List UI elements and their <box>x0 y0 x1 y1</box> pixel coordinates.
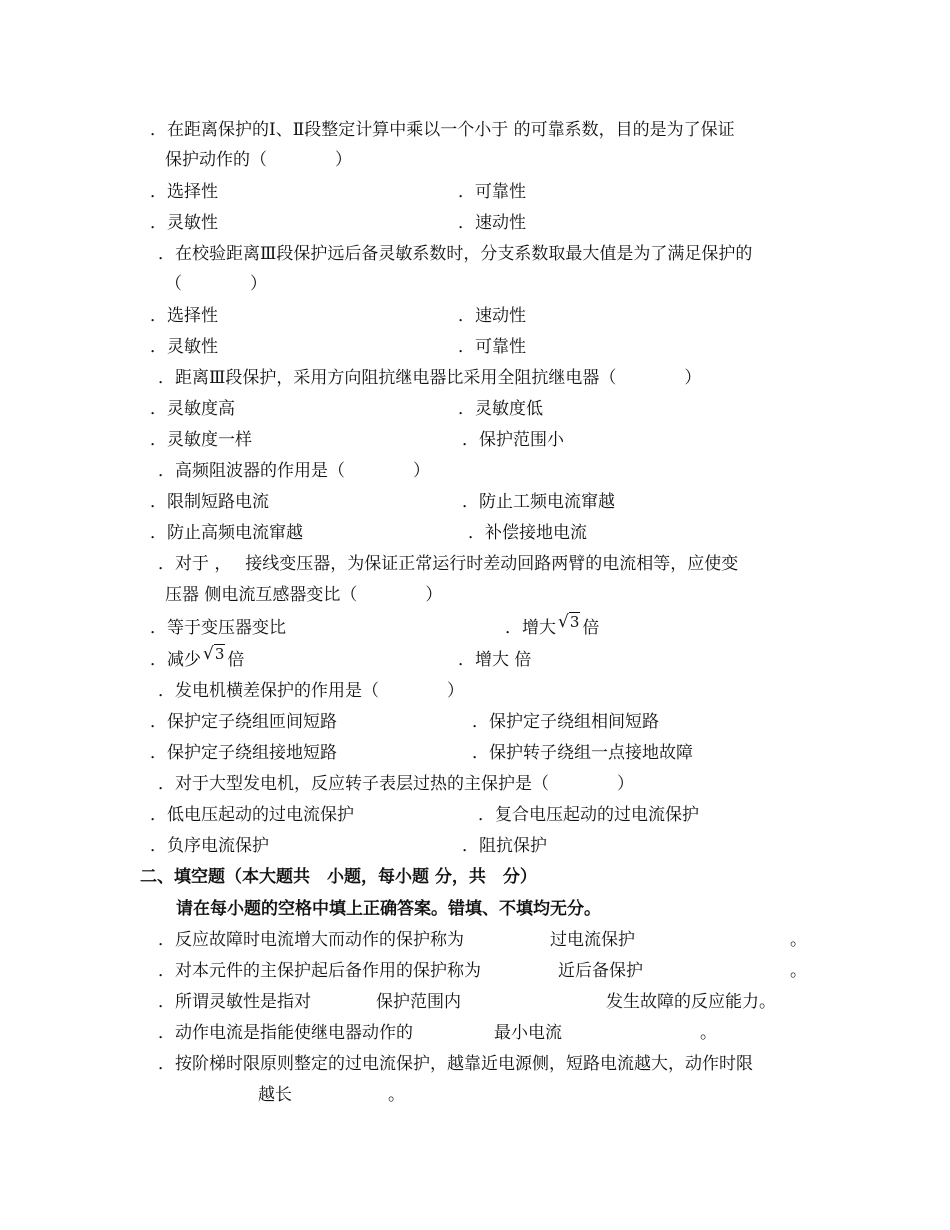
option-c-suffix: 倍 <box>227 650 245 670</box>
fill-item-text: ．所谓灵敏性是指对 <box>158 992 311 1012</box>
option-b: ．防止工频电流窜越 <box>462 492 615 512</box>
option-d: ．保护转子绕组一点接地故障 <box>472 743 693 763</box>
section-instruction: 请在每小题的空格中填上正确答案。错填、不填均无分。 <box>176 899 601 919</box>
fill-item-text: ．对本元件的主保护起后备作用的保护称为 <box>158 961 481 981</box>
fill-item-answer: 过电流保护 <box>550 930 635 950</box>
option-c: ．灵敏度一样 <box>150 430 252 450</box>
option-d: ．保护范围小 <box>462 430 564 450</box>
option-a: ．限制短路电流 <box>150 492 269 512</box>
fill-item-end: 。 <box>388 1085 405 1105</box>
option-d: ．阻抗保护 <box>462 836 547 856</box>
question-stem: ．高频阻波器的作用是（ ） <box>158 461 430 481</box>
option-a: ．选择性 <box>150 182 218 202</box>
option-c: ．负序电流保护 <box>150 836 269 856</box>
fill-item-answer: 保护范围内 <box>376 992 461 1012</box>
fill-item-end: 。 <box>790 961 807 981</box>
question-stem-cont: 保护动作的（ ） <box>165 150 352 170</box>
option-b: ．保护定子绕组相间短路 <box>472 712 659 732</box>
question-stem: ．对于大型发电机，反应转子表层过热的主保护是（ ） <box>158 774 634 794</box>
option-d: ．增大 倍 <box>458 650 532 670</box>
fill-item-answer: 最小电流 <box>494 1023 562 1043</box>
option-c: ．防止高频电流窜越 <box>150 523 303 543</box>
option-a: ．选择性 <box>150 306 218 326</box>
fill-item-answer: 近后备保护 <box>558 961 643 981</box>
option-d: ．速动性 <box>458 213 526 233</box>
question-stem: ．发电机横差保护的作用是（ ） <box>158 681 464 701</box>
option-c: ．灵敏性 <box>150 213 218 233</box>
option-c: ．灵敏性 <box>150 337 218 357</box>
option-c <box>150 644 245 671</box>
sqrt-symbol: √3 <box>558 612 580 632</box>
fill-item-end: 。 <box>700 1023 717 1043</box>
option-a: ．保护定子绕组匝间短路 <box>150 712 337 732</box>
option-a: ．等于变压器变比 <box>150 618 286 638</box>
fill-item-answer: 越长 <box>258 1085 292 1105</box>
question-stem: ．对于 ， 接线变压器，为保证正常运行时差动回路两臂的电流相等，应使变 <box>158 554 739 574</box>
option-b: ．速动性 <box>458 306 526 326</box>
question-stem-cont: （ ） <box>165 274 267 294</box>
section-heading: 二、填空题（本大题共 小题，每小题 分，共 分） <box>140 867 537 887</box>
fill-item-text: ．按阶梯时限原则整定的过电流保护，越靠近电源侧，短路电流越大，动作时限 <box>158 1054 753 1074</box>
fill-item-end: 发生故障的反应能力。 <box>606 992 776 1012</box>
option-b: ．灵敏度低 <box>458 399 543 419</box>
question-stem: ．在距离保护的Ⅰ、Ⅱ段整定计算中乘以一个小于 的可靠系数，目的是为了保证 <box>150 120 735 140</box>
option-d: ．可靠性 <box>458 337 526 357</box>
option-b: ．可靠性 <box>458 182 526 202</box>
option-a: ．灵敏度高 <box>150 399 235 419</box>
option-a: ．低电压起动的过电流保护 <box>150 805 354 825</box>
option-c: ．保护定子绕组接地短路 <box>150 743 337 763</box>
question-stem: ．距离Ⅲ段保护，采用方向阻抗继电器比采用全阻抗继电器（ ） <box>158 368 702 388</box>
option-b: ．复合电压起动的过电流保护 <box>478 805 699 825</box>
fill-item-text: ．反应故障时电流增大而动作的保护称为 <box>158 930 464 950</box>
option-b-prefix: ．增大 <box>505 618 556 638</box>
question-stem-cont: 压器 侧电流互感器变比（ ） <box>165 585 443 605</box>
fill-item-end: 。 <box>790 930 807 950</box>
fill-item-text: ．动作电流是指能使继电器动作的 <box>158 1023 413 1043</box>
question-stem: ．在校验距离Ⅲ段保护远后备灵敏系数时，分支系数取最大值是为了满足保护的 <box>158 244 753 264</box>
option-b-suffix: 倍 <box>582 618 600 638</box>
option-c-prefix: ．减少 <box>150 650 201 670</box>
option-b <box>505 612 600 639</box>
option-d: ．补偿接地电流 <box>468 523 587 543</box>
sqrt-symbol: √3 <box>203 644 225 664</box>
